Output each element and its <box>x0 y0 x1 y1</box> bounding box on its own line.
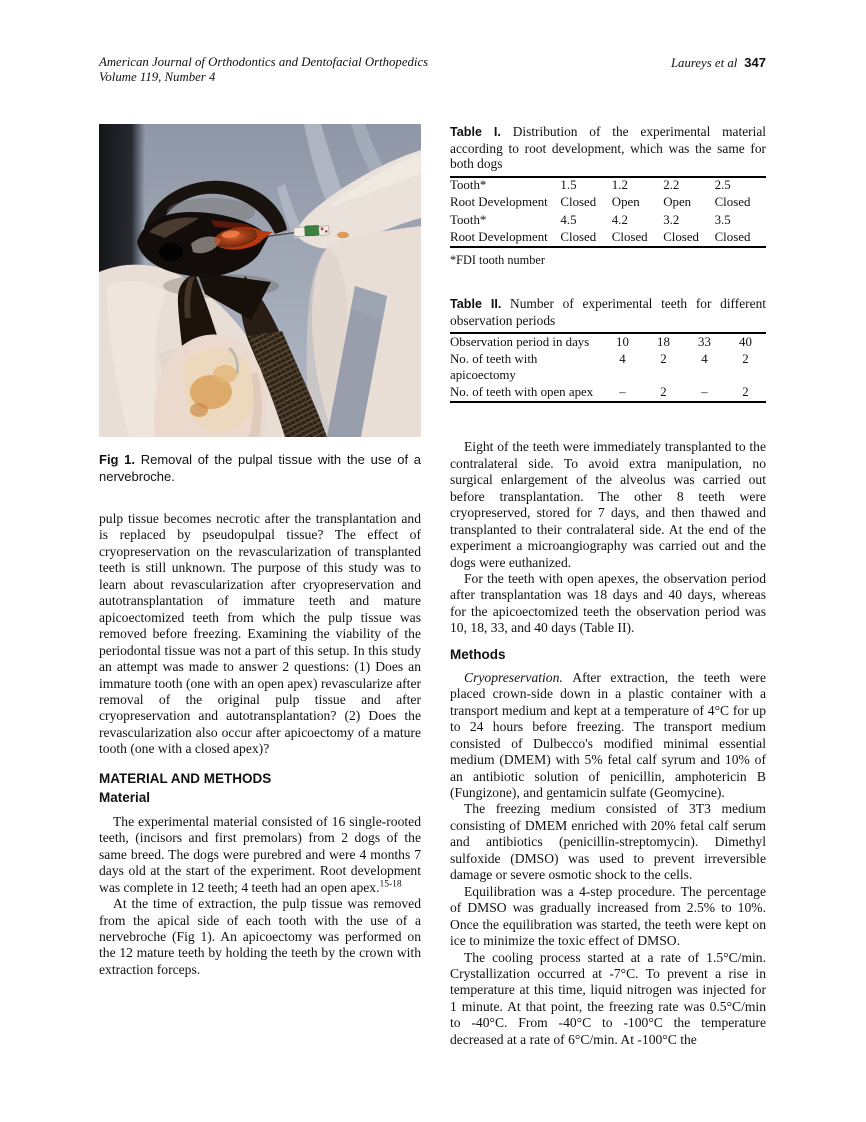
table-2 <box>450 296 766 403</box>
table-cell: 2 <box>660 352 667 367</box>
left-column <box>99 124 421 978</box>
paragraph: For the teeth with open apexes, the observation period after transplantation was 18 days and 40 days, whereas for the apicoectomized teeth the observation period was 10, 18, 33, and 40 days (Table II). <box>450 571 766 636</box>
figure-1-photo <box>99 124 421 437</box>
table-footnote: *FDI tooth number <box>450 253 545 268</box>
journal-volume: Volume 119, Number 4 <box>99 70 216 84</box>
table-cell: No. of teeth with apicoectomy <box>450 352 538 382</box>
table-cell: 18 <box>657 335 670 350</box>
table-cell: 40 <box>739 335 752 350</box>
right-column-text <box>450 124 766 1048</box>
running-authors: Laureys et al <box>670 56 738 70</box>
table-cell: 1.2 <box>611 178 628 193</box>
section-heading: MATERIAL AND METHODS <box>99 770 272 786</box>
left-column-text <box>99 511 421 978</box>
figure-1-caption-text: Removal of the pulpal tissue with the use of a nervebroche. <box>99 452 421 484</box>
table-row <box>450 195 766 212</box>
section-heading: Methods <box>450 646 506 662</box>
table-cell: Closed <box>663 229 699 244</box>
table-cell: 4 <box>701 352 708 367</box>
paragraph: The experimental material consisted of 16 single-rooted teeth, (incisors and first premolars) from 2 dogs of the same breed. The dogs were purebred and were 4 months 7 days old at the start of the experiment. Root development was complete in 12 teeth; 4 teeth had an open apex.$^{15-18}$ <box>99 813 421 895</box>
table-caption-label: Table II. <box>450 297 502 312</box>
journal-title: American Journal of Orthodontics and Dentofacial Orthopedics <box>99 55 429 69</box>
table-cell: 1.5 <box>560 178 577 193</box>
table-row <box>450 177 766 195</box>
paragraph: Eight of the teeth were immediately transplanted to the contralateral side. To avoid extra manipulation, no surgical enlargement of the alveolus was carried out before transplantation. The other 8 teeth were cryopreserved, stored for 7 days, and then thawed and transplanted to their contralateral side. At the end of the experiment a microangiography was carried out and the dogs were euthanized. <box>450 439 766 570</box>
paragraph: Cryopreservation. After extraction, the teeth were placed crown-side down in a plastic container with a transport medium and kept at a temperature of 4°C for up to 24 hours before freezing. The transport medium consisted of Dulbecco's modified minimal essential medium (DMEM) with 5% fetal calf syrum and 10% of an antibiotic solution of penicillin, amphotericin B (Fungizone), and gentamicin sulfate (Geomycine). <box>450 669 766 801</box>
table-cell: 4.5 <box>560 212 577 227</box>
table-caption: Table I. Distribution of the experimental material according to root development, which was the same for both dogs <box>450 124 766 171</box>
right-column <box>450 124 766 1048</box>
figure-1-caption-label: Fig 1. <box>99 452 136 467</box>
paragraph: The cooling process started at a rate of 1.5°C/min. Crystallization occurred at -7°C. To prevent a rise in temperature at this time, liquid nitrogen was injected for 1 minute. At that point, the freezing rate was 0.5°C/min to -40°C. From -40°C to -100°C the temperature decreased at a rate of 6°C/min. At -100°C the <box>450 949 766 1047</box>
table-cell: 3.5 <box>714 212 731 227</box>
table-cell: Closed <box>714 195 751 210</box>
running-header <box>99 55 766 85</box>
table-cell: Open <box>663 195 692 210</box>
running-header-right <box>671 55 766 71</box>
table-cell: 2 <box>742 352 749 367</box>
data-table <box>450 332 766 403</box>
table-cell: Tooth* <box>450 212 487 227</box>
table-cell: 33 <box>698 335 711 350</box>
table-cell: 10 <box>616 335 629 350</box>
table-row <box>450 212 766 229</box>
table-cell: 4 <box>619 352 626 367</box>
table-cell: 2.5 <box>714 178 731 193</box>
data-table <box>450 176 766 249</box>
paragraph: pulp tissue becomes necrotic after the transplantation and is replaced by pseudopulpal tissue? The effect of cryopreservation on the revascularization of transplanted teeth is still unknown. The purpose of this study was to learn about revascularization after cryopreservation and autotransplantation of immature teeth and mature apicoectomized teeth from which the pulp tissue was removed before freezing. Examining the viability of the periodontal tissue was not a part of this setup. In this study an attempt was made to answer 2 questions: (1) Does an immature tooth (one with an open apex) revascularize after removal of the original pulp tissue and after cryopreservation and autotransplantation? (2) Does the revascularization also occur after apicoectomy of a mature tooth (one with a closed apex)? <box>99 511 421 757</box>
table-cell: 3.2 <box>663 212 680 227</box>
section-heading: Material <box>99 789 151 805</box>
table-cell: 4.2 <box>611 212 628 227</box>
table-cell: No. of teeth with open apex <box>450 385 594 400</box>
table-cell: Root Development <box>450 195 548 210</box>
table-row <box>450 229 766 247</box>
table-cell: – <box>619 385 626 400</box>
table-cell: 2.2 <box>663 178 680 193</box>
table-caption: Table II. Number of experimental teeth for different observation periods <box>450 296 766 328</box>
paragraph: The freezing medium consisted of 3T3 medium consisting of DMEM enriched with 20% fetal calf serum and antibiotics (penicillin-streptomycin). Dimethyl sulfoxide (DMSO) was used to prevent irreversible damage or severe osmotic shock to the cells. <box>450 801 766 883</box>
figure-1-caption <box>99 451 421 485</box>
table-cell: Closed <box>611 229 648 244</box>
paragraph: Equilibration was a 4-step procedure. The percentage of DMSO was gradually increased from 2.5% to 10%. Once the equilibration was started, the teeth were kept on ice to minimize the toxic effect of DMSO. <box>450 883 766 949</box>
table-cell: Closed <box>560 229 597 244</box>
table-row <box>450 351 766 384</box>
table-row <box>450 384 766 402</box>
table-cell: Root Development <box>450 229 548 244</box>
table-cell: Closed <box>714 229 751 244</box>
running-header-left <box>99 55 428 85</box>
table-row <box>450 333 766 351</box>
table-cell: Observation period in days <box>450 335 590 350</box>
table-cell: Tooth* <box>450 178 487 193</box>
table-1 <box>450 124 766 268</box>
page-number: 347 <box>744 55 766 70</box>
table-caption-label: Table I. <box>450 125 501 139</box>
paragraph: At the time of extraction, the pulp tissue was removed from the apical side of each tooth with the use of a nervebroche (Fig 1). An apicoectomy was performed on the 12 mature teeth by holding the teeth by the crown with extraction forceps. <box>99 896 421 977</box>
table-cell: Closed <box>560 195 597 210</box>
table-cell: 2 <box>742 385 749 400</box>
table-cell: 2 <box>660 385 667 400</box>
table-cell: Open <box>611 195 640 210</box>
table-cell: – <box>701 385 708 400</box>
